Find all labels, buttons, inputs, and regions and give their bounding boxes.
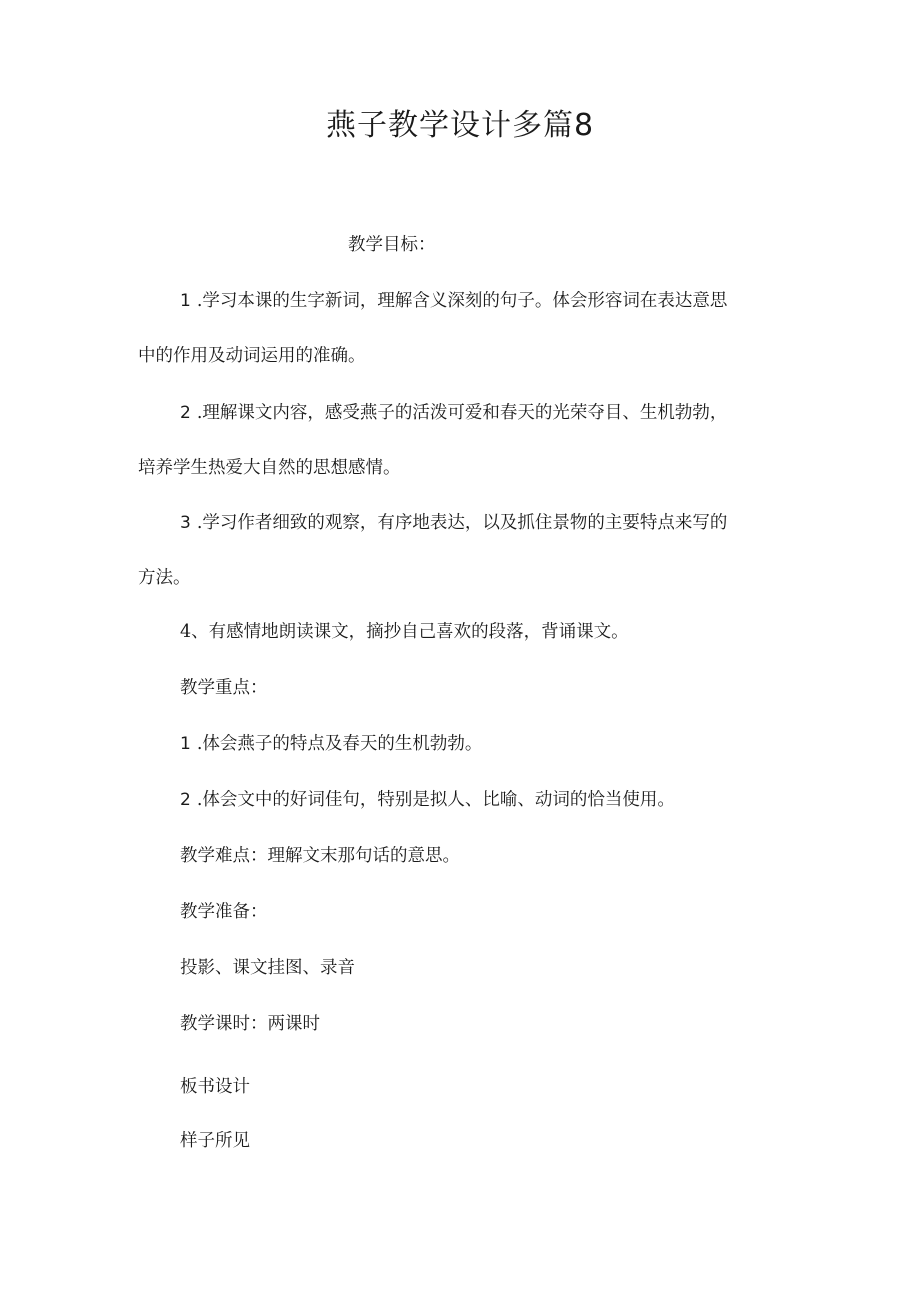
key-point-1-text: .体会燕子的特点及春天的生机勃勃。 [196,734,483,754]
goal-1-line-2: 中的作用及动词运用的准确。 [138,346,366,366]
key-points-heading: 教学重点： [180,678,268,698]
goal-3-number: 3 [180,513,191,533]
key-point-2-number: 2 [180,790,191,810]
goal-1-text: .学习本课的生字新词，理解含义深刻的句子。体会形容词在表达意思 [196,291,728,311]
goal-1-line-1 [180,289,727,313]
sample: 样子所见 [180,1131,250,1151]
goal-1-number: 1 [180,291,191,311]
key-point-1-number: 1 [180,734,191,754]
objectives-heading: 教学目标： [348,235,436,255]
preparation: 投影、课文挂图、录音 [180,958,355,978]
goal-3-line-1 [180,511,727,535]
goal-2-text: .理解课文内容，感受燕子的活泼可爱和春天的光荣夺目、生机勃勃， [196,403,728,423]
goal-3-line-2: 方法。 [138,568,191,588]
key-point-2-text: .体会文中的好词佳句，特别是拟人、比喻、动词的恰当使用。 [196,790,675,810]
goal-2-line-1 [180,401,727,425]
goal-2-line-2: 培养学生热爱大自然的思想感情。 [138,458,401,478]
difficulty: 教学难点：理解文末那句话的意思。 [180,846,460,866]
goal-3-text: .学习作者细致的观察，有序地表达，以及抓住景物的主要特点来写的 [196,513,728,533]
key-point-2 [180,788,675,812]
goal-4: 4、有感情地朗读课文，摘抄自己喜欢的段落，背诵课文。 [180,622,629,642]
key-point-1 [180,732,482,756]
board-design: 板书设计 [180,1077,250,1097]
goal-2-number: 2 [180,403,191,423]
document-title: 燕子教学设计多篇8 [325,108,595,143]
preparation-heading: 教学准备： [180,902,268,922]
periods: 教学课时：两课时 [180,1014,320,1034]
